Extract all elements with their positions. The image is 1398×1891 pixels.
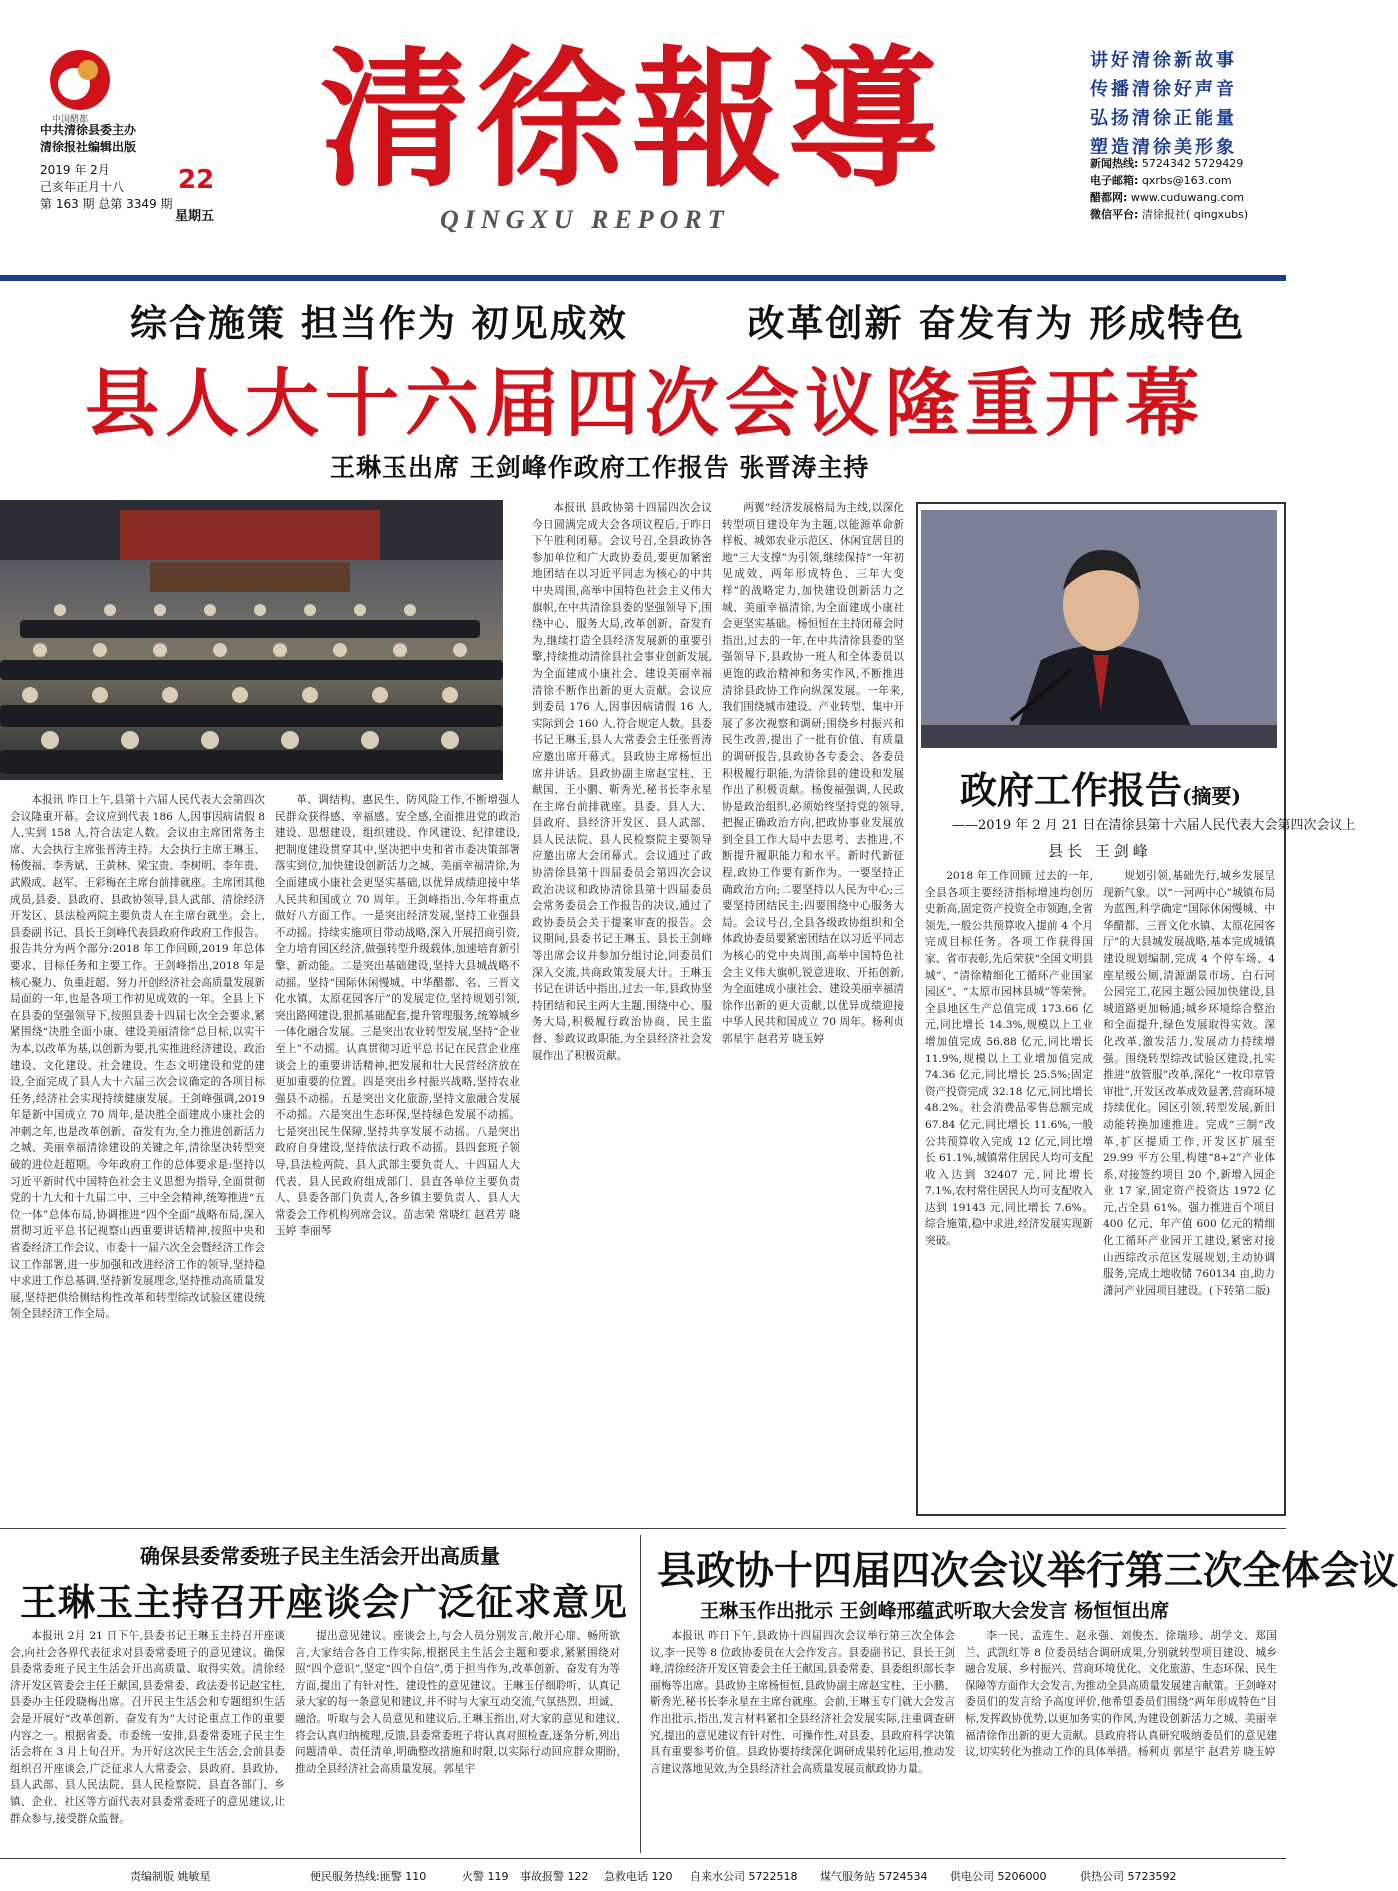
logo-text: 中国醋都 <box>52 115 89 125</box>
conference-photo <box>0 500 503 780</box>
lead-headline: 县人大十六届四次会议隆重开幕 <box>85 361 1205 447</box>
lunar-date: 己亥年正月十八 <box>40 180 125 194</box>
report-author: 县长 王剑峰 <box>1048 842 1152 860</box>
email-label: 电子邮箱: <box>1090 174 1139 187</box>
bottom1-col-2 <box>295 1628 620 1850</box>
footer-hotline: 急救电话 120 <box>604 1870 673 1883</box>
report-title-note: (摘要) <box>1182 784 1241 808</box>
lead-article-col-2 <box>275 792 520 1517</box>
bottom2-col-2 <box>965 1628 1277 1850</box>
lead-subhead: 王琳玉出席 王剑峰作政府工作报告 张晋涛主持 <box>330 453 870 482</box>
lead-article-col-1 <box>10 792 265 1517</box>
masthead-title-en: QINGXU REPORT <box>440 205 730 234</box>
logo <box>40 40 120 120</box>
report-subtitle: ——2019 年 2 月 21 日在清徐县第十六届人民代表大会第四次会议上 <box>952 818 1356 833</box>
report-title-text: 政府工作报告 <box>960 768 1182 812</box>
weekday: 星期五 <box>175 209 215 224</box>
bottom2-col-1 <box>650 1628 955 1850</box>
report-col-1 <box>925 868 1093 1508</box>
lead-subtitle-right: 改革创新 奋发有为 形成特色 <box>747 301 1246 345</box>
lead-text-2: 革、调结构、惠民生、防风险工作,不断增强人民群众获得感、幸福感、安全感,全面推进党的政治建设、思想建设、组织建设、作风建设、纪律建设,把制度建设贯穿其中,坚决把中央和省市委决策部署落实到位,加快建设创新活力之城、美丽幸福清徐,为全面建成小康社会更坚实基础,以优异成绩迎接中华人民共和国成立 70 周年。王剑峰指出,今年将重点做好八方面工作。一是突出经济发展,坚持工业强县不动摇。持续实施项目带动战略,深入开展招商引资,全力培育园区经济,做强转型升级载体,加速培育新引擎、新动能。二是突出基础建设,坚持大县城战略不动摇。坚持“国际休闲慢城、中华醋都、名、三晋文化水镇、太原花园客厅”的发展定位,坚持规划引领,突出路网建设,狠抓基础配套,提升管理服务,统筹城乡一体化融合发展。三是突出农业转型发展,坚持“企业至上”不动摇。认真贯彻习近平总书记在民营企业座谈会上的重要讲话精神,把发展和壮大民营经济放在更加重要的位置。四是突出乡村振兴战略,坚持农业强县不动摇。五是突出文化旅游,坚持文旅融合发展不动摇。六是突出生态环保,坚持绿色发展不动摇。七是突出民生保障,坚持共享发展不动摇。八是突出政府自身建设,坚持依法行政不动摇。县四套班子领导,县法检两院、县人武部主要负责人、十四届人大代表、县人民政府组成部门、县直各单位主要负责人、县委各部门负责人,各乡镇主要负责人、县人大常委会工作机构列席会议。苗志荣 常晓红 赵君芳 晓玉婷 李丽琴 <box>275 794 520 1238</box>
bottom1-title: 王琳玉主持召开座谈会广泛征求意见 <box>20 1580 628 1624</box>
cppcc-text-1: 本报讯 县政协第十四届四次会议今日圆满完成大会各项议程后,于昨日下午胜利闭幕。会议号召,全县政协各参加单位和广大政协委员,要更加紧密地团结在以习近平同志为核心的中共中央周围,高举中国特色社会主义伟大旗帜,在中共清徐县委的坚强领导下,围绕中心、服务大局,改革创新、奋发有为,继续打造全县经济发展新的重要引擎,持续推动清徐县社会事业创新发展,为全面建成小康社会、建设美丽幸福清徐不断作出新的更大贡献。会议应到委员 176 人,因事因病请假 16 人,实际到会 160 人,符合规定人数。县委书记王琳玉,县人大常委会主任张晋涛应邀出席开幕式。县政协主席杨恒出席并讲话。县政协副主席赵宝柱、王献国、王小鹏、靳秀光,秘书长李永星在主席台前排就座。县委、县人大、县政府、县经济开发区、县人武部、县人民法院、县人民检察院主要领导应邀出席大会闭幕式。会议通过了政协清徐县第十四届委员会第四次会议政治决议和政协清徐县第十四届委员会常务委员会工作报告的决议,通过了政协委员会关于提案审查的报告。会议期间,县委书记王琳玉、县长王剑峰等出席会议并参加分组讨论,同委员们深入交流,共商政策发展大计。王琳玉书记在讲话中指出,过去一年,县政协坚持团结和民主两大主题,围绕中心、服务大局,积极履行政治协商、民主监督、参政议政职能,为全县经济社会发展作出了积极贡献。 <box>532 502 712 1062</box>
footer-hotline: 事故报警 122 <box>520 1870 589 1883</box>
bottom2-subtitle: 王琳玉作出批示 王剑峰邢蕴武听取大会发言 杨恒恒出席 <box>700 1600 1170 1622</box>
year-month: 2019 年 2月 <box>40 163 110 177</box>
bottom1-kicker: 确保县委常委班子民主生活会开出高质量 <box>140 1544 500 1568</box>
cppcc-text-2: 两翼”经济发展格局为主线,以深化转型项目建设年为主题,以能源革命新样板、城郊农业示范区、休闲宜居目的地“三大支撑”为引领,继续保持“一年初见成效、两年形成特色、三年大变样”的战略定力,加快建设创新活力之城、美丽幸福清徐,为全面建成小康社会更坚实基础。杨恒恒在主持闭幕会时指出,过去的一年,在中共清徐县委的坚强领导下,县政协一班人和全体委员以更饱的政治精神和务实作风,不断推进清徐县政协工作向纵深发展。一年来,我们围绕城市建设、产业转型、集中开展了多次视察和调研;围绕乡村振兴和民生改善,提出了一批有价值、有质量的调研报告,县政协各专委会、各委员积极履行职能,为清徐县的建设和发展作出了积极贡献。杨俊福强调,人民政协是政治组织,必须始终坚持党的领导,把握正确政治方向,把政协事业发展放到全县工作大局中去思考、去推进,不断提升履职能力和水平。新时代新征程,政协工作要有新作为。一要坚持正确政治方向;二要坚持以人民为中心;三要坚持团结民主;四要围绕中心服务大局。会议号召,全县各级政协组织和全体政协委员要紧密团结在以习近平同志为核心的党中央周围,高举中国特色社会主义伟大旗帜,锐意进取、开拓创新,为全面建成小康社会、建设美丽幸福清徐作出新的更大贡献,以优异成绩迎接中华人民共和国成立 70 周年。杨利贞 郭星宇 赵君芳 晓玉婷 <box>722 502 904 1045</box>
footer-editor: 责编制版 姚敏星 <box>130 1870 211 1883</box>
cppcc-article-col-2 <box>722 500 904 1517</box>
hotline-label: 新闻热线: <box>1090 157 1139 170</box>
bottom1-col-1 <box>10 1628 285 1850</box>
slogans <box>1090 46 1270 162</box>
lead-text-1: 本报讯 昨日上午,县第十六届人民代表大会第四次会议隆重开幕。会议应到代表 186 人,因事因病请假 8 人,实到 158 人,符合法定人数。会议由主席团常务主席、大会执行主席张晋涛主持。大会执行主席王琳玉、杨俊福、李秀斌、王黄林、梁宝贵、李树明、李年贵、武殿成、赵军、王彩梅在主席台前排就座。主席团其他成员,县委、县政府、县政协领导,县人武部、清徐经济开发区、县法检两院主要负责人在主席台就坐。会上,县委副书记、县长王剑峰代表县政府作政府工作报告。报告共分为两个部分:2018 年工作回顾,2019 年总体要求、目标任务和主要工作。王剑峰指出,2018 年是核心聚力、负重赶超、努力开创经济社会高质量发展新局面的一年,也是各项工作初见成效的一年。全县上下在县委的坚强领导下,按照县委十四届七次全会要求,紧紧围绕“决胜全面小康、建设美丽清徐”总目标,以实干为本,以改革为基,以创新为要,扎实推进经济建设、政治建设、文化建设、社会建设、生态文明建设和党的建设,全面完成了县人大十六届三次会议确定的各项目标任务,经济社会实现持续健康发展。王剑峰强调,2019 年是新中国成立 70 周年,是决胜全面建成小康社会的冲刺之年,也是改革创新、奋发有为,全力推进创新活力之城、美丽幸福清徐建设的关键之年,清徐坚决转型突破的进位赶超期。今年政府工作的总体要求是:坚持以习近平新时代中国特色社会主义思想为指导,全面贯彻党的十九大和十九届二中、三中全会精神,统筹推进“五位一体”总体布局,协调推进“四个全面”战略布局,深入贯彻习近平总书记视察山西重要讲话精神,按照中央和省委经济工作会议、市委十一届六次全会暨经济工作会议工作部署,进一步加强和改进经济工作的领导,坚持稳中求进工作总基调,坚持新发展理念,坚持推动高质量发展,坚持把供给侧结构性改革和转型综改试验区建设统领全县经济工作全局。 <box>10 794 265 1321</box>
website[interactable]: www.cuduwang.com <box>1130 191 1245 204</box>
hotline: 5724342 5729429 <box>1141 157 1244 170</box>
org-line-1: 中共清徐县委主办 <box>40 123 137 137</box>
slogan: 弘扬清徐正能量 <box>1090 108 1237 129</box>
section-divider <box>0 1528 1286 1529</box>
footer <box>0 1858 1286 1891</box>
footer-hotline: 供电公司 5206000 <box>950 1870 1047 1883</box>
footer-hotline: 火警 119 <box>462 1870 509 1883</box>
report-text-1: 2018 年工作回顾 过去的一年,全县各项主要经济指标增速均创历史新高,固定资产投资全市领跑,全省领先,一般公共预算收入提前 4 个月完成目标任务。各项工作获得国家、省市表彰,先后荣获“全国文明县城”、“清徐精细化工循环产业国家园区”、“太原市园林县城”等荣誉。全县地区生产总值完成 173.66 亿元,同比增长 14.3%,规模以上工业增加值完成 56.88 亿元,同比增长 11.9%,规模以上工业增加值完成 74.36 亿元,同比增长 25.5%;固定资产投资完成 32.18 亿元,同比增长 48.2%。社会消费品零售总额完成 67.84 亿元,同比增长 11.6%,一般公共预算收入完成 12 亿元,同比增长 61.1%,城镇常住居民人均可支配收入达到 32407 元,同比增长 7.1%,农村常住居民人均可支配收入达到 19143 元,同比增长 7.6%。综合施策,稳中求进,经济发展实现新突破。 <box>925 870 1093 1248</box>
speaker-portrait <box>921 510 1277 748</box>
masthead-title: 清徐報導 <box>320 32 945 208</box>
wechat: 清徐报社( qingxubs) <box>1141 208 1249 221</box>
cppcc-article-col-1 <box>532 500 712 1517</box>
lead-subtitle <box>130 293 1246 347</box>
bottom2-title: 县政协十四届四次会议举行第三次全体会议 <box>657 1548 1398 1594</box>
report-title <box>960 760 1241 814</box>
email[interactable]: qxrbs@163.com <box>1141 174 1232 187</box>
footer-hotline: 煤气服务站 5724534 <box>820 1870 928 1883</box>
org-line-2: 清徐报社编辑出版 <box>40 140 137 154</box>
slogan: 讲好清徐新故事 <box>1090 50 1237 71</box>
contact-info <box>1090 155 1280 223</box>
bottom2-text-1: 本报讯 昨日下午,县政协十四届四次会议举行第三次全体会议,李一民等 8 位政协委员在大会作发言。县委副书记、县长王剑峰,清徐经济开发区管委会主任王献国,县委常委、县委组织部长李丽梅等出席。县政协主席杨恒恒,县政协副主席赵宝柱、王小鹏、靳秀光,秘书长李永星在主席台就座。会前,王琳玉专门就大会发言作出批示,指出,发言材料紧扣全县经济社会发展实际,注重调查研究,提出的意见建议有针对性、可操作性,对县委、县政府科学决策具有重要参考价值。县政协要持续深化调研成果转化运用,推动发言建议落地见效,为全县经济社会高质量发展贡献政协力量。 <box>650 1630 955 1775</box>
day-number: 22 <box>178 165 215 195</box>
report-text-2: 规划引领,基础先行,城乡发展呈现新气象。以“一河两中心”城镇布局为蓝图,科学确定“国际休闲慢城、中华醋都、三晋文化水镇、太原花园客厅”的大县城发展战略,基本完成城镇建设规划编制,完成 4 个停车场、4 座星级公厕,清源湖景市场、白石河公园完工,花园主题公园加快建设,县城道路更加畅通;城乡环境综合整治和全面提升,绿色发展取得实效。深化改革,激发活力,发展动力持续增强。围绕转型综改试验区建设,扎实推进“放管服”改革,深化“一枚印章管审批”,开发区改革成效显著,营商环境持续优化。园区引领,转型发展,新旧动能转换加速推进。完成“三制”改革,扩区提质工作,开发区扩展至 29.99 平方公里,构建“8+2”产业体系,对接签约项目 20 个,新增入园企业 17 家,固定资产投资达 1972 亿元,占全县 61%。强力推进百个项目 400 亿元、年产值 600 亿元的精细化工循环产业园开工建设,紧密对接山西综改示范区发展规划,主动协调服务,完成土地收储 760134 亩,助力潇河产业园项目建设。(下转第二版) <box>1103 870 1275 1297</box>
footer-hotline: 便民服务热线:匪警 110 <box>310 1870 427 1883</box>
web-label: 醋都网: <box>1090 191 1128 204</box>
issue-number: 第 163 期 总第 3349 期 <box>40 197 173 211</box>
lead-subtitle-left: 综合施策 担当作为 初见成效 <box>130 301 628 345</box>
footer-hotline: 自来水公司 5722518 <box>690 1870 798 1883</box>
slogan: 塑造清徐美形象 <box>1090 137 1237 158</box>
bottom1-text-1: 本报讯 2月 21 日下午,县委书记王琳玉主持召开座谈会,向社会各界代表征求对县委常委班子的意见建议。确保县委常委班子民主生活会开出高质量、取得实效。清徐经济开发区管委会主任王献国,县委常委、政法委书记赵宝柱,县委办主任段晓梅出席。召开民主生活会和专题组织生活会是开展好“改革创新、奋发有为”大讨论重点工作的重要内容之一。根据省委、市委统一安排,县委常委班子民主生活会将在 3 月上旬召开。为开好这次民主生活会,会前县委组织召开座谈会,广泛征求人大常委会、县政府、县政协、县人武部、县人民法院、县人民检察院、县直各部门、乡镇、企业、社区等方面代表对县委常委班子的意见建议,让群众参与,接受群众监督。 <box>10 1630 285 1825</box>
bottom2-text-2: 李一民、孟连生、赵永强、刘俊杰、徐瑞珍、胡学文、郑国兰、武凯红等 8 位委员结合调研成果,分别就转型项目建设、城乡融合发展、乡村振兴、营商环境优化、文化旅游、生态环保、民生保障等方面作大会发言,为推动全县高质量发展建言献策。王剑峰对委员们的发言给予高度评价,他希望委员们围绕“两年形成特色”目标,发挥政协优势,以更加务实的作风,为建设创新活力之城、美丽幸福清徐作出新的更大贡献。县政府将认真研究吸纳委员们的意见建议,切实转化为推动工作的具体举措。杨利贞 郭星宇 赵君芳 晓玉婷 <box>965 1630 1277 1759</box>
publisher-info <box>40 122 200 213</box>
masthead-divider <box>0 275 1286 281</box>
footer-hotline: 供热公司 5723592 <box>1080 1870 1177 1883</box>
report-col-2 <box>1103 868 1275 1508</box>
wechat-label: 微信平台: <box>1090 208 1139 221</box>
bottom1-text-2: 提出意见建议。座谈会上,与会人员分别发言,敞开心扉、畅所欲言,大家结合各自工作实际,根据民主生活会主题和要求,紧紧围绕对照“四个意识”,坚定“四个自信”,勇于担当作为,改革创新、奋发有为等方面,提出了有针对性、建设性的意见建议。王琳玉仔细聆听、认真记录大家的每一条意见和建议,并不时与大家互动交流,气氛热烈、坦诚、融洽。听取与会人员意见和建议后,王琳玉指出,对大家的意见和建议,将会认真归纳梳理,反馈,县委常委班子将认真对照检查,逐条分析,列出问题清单、责任清单,明确整改措施和时限,以实际行动回应群众期盼,推动全县经济社会高质量发展。郭星宇 <box>295 1630 620 1775</box>
column-rule <box>640 1535 641 1853</box>
slogan: 传播清徐好声音 <box>1090 79 1237 100</box>
